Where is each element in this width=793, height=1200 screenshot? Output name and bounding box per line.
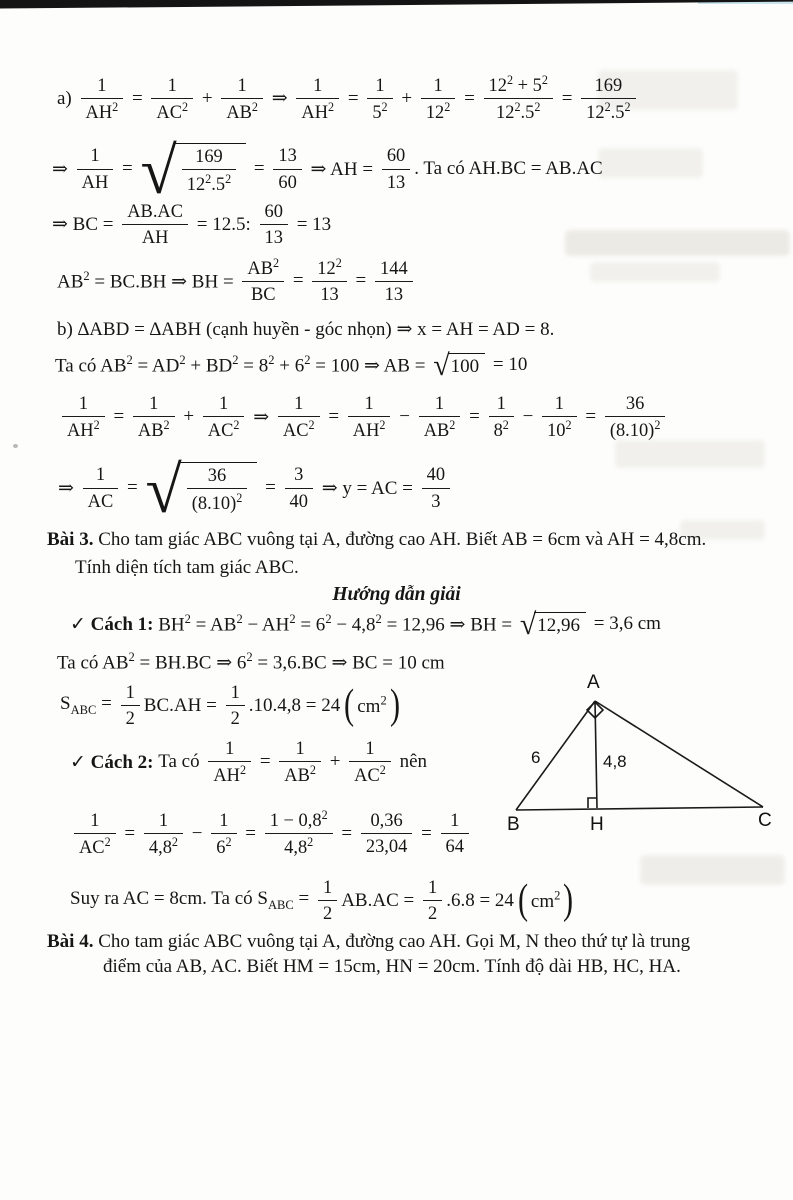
fraction: $\frac{1}{4,8^2}$ bbox=[144, 810, 183, 859]
square-root: √ 100 bbox=[433, 350, 485, 380]
line-a2: ⇒ $\frac{1}{AH}$ = √ $\frac{169}{12^2.5^2}$ = $\frac{13}{60}$ ⇒ AH = $\frac{60}{13}$ . Ta có AH.BC = AB.AC bbox=[52, 135, 603, 208]
square-root bbox=[140, 135, 247, 208]
altitude-length-label: 4,8 bbox=[603, 752, 627, 771]
radical-sign: √ bbox=[519, 608, 537, 641]
fraction: $\frac{1}{AH^2}$ bbox=[208, 738, 251, 787]
fraction: $\frac{1}{2}$ bbox=[318, 877, 337, 924]
fraction: $\frac{1}{6^2}$ bbox=[211, 810, 236, 859]
square-root bbox=[145, 454, 257, 527]
fraction: $\frac{1}{64}$ bbox=[441, 810, 469, 857]
fraction: $\frac{0,36}{23,04}$ bbox=[361, 810, 412, 857]
fraction: $\frac{169}{12^2.5^2}$ bbox=[581, 75, 635, 124]
fraction: $\frac{1}{AB^2}$ bbox=[221, 75, 263, 124]
line-c2c: Suy ra AC = 8cm. Ta có $S_{ABC}$ = $\frac{1}{2}$ AB.AC = $\frac{1}{2}$ .6.8 = 24 ( $cm^2$ ) bbox=[70, 876, 574, 924]
fraction: $\frac{1}{AC^2}$ bbox=[151, 75, 193, 124]
line-bai3b: Tính diện tích tam giác ABC. bbox=[75, 557, 299, 578]
line-a4: $AB^2 = BC.BH$ ⇒ BH = $\frac{AB^2}{BC}$ = $\frac{12^2}{13}$ = $\frac{144}{13}$ bbox=[57, 257, 417, 306]
line-b1: b) ∆ABD = ∆ABH (cạnh huyền - góc nhọn) ⇒ x = AH = AD = 8. bbox=[57, 319, 555, 340]
line-c1b: Ta có $AB^2 = BH.BC$ ⇒ $6^2 = 3,6.BC$ ⇒ BC = 10 cm bbox=[57, 650, 445, 674]
fraction: $\frac{12^2 + 5^2}{12^2.5^2}$ bbox=[484, 74, 553, 124]
line-bai4: Bài 4. Cho tam giác ABC vuông tại A, đường cao AH. Gọi M, N theo thứ tự là trung bbox=[47, 931, 691, 952]
line-b2: Ta có $AB^2 = AD^2 + BD^2 = 8^2 + 6^2 = 100$ ⇒ AB = √ 100 = 10 bbox=[55, 349, 528, 382]
line-bai4b: điểm của AB, AC. Biết HM = 15cm, HN = 20cm. Tính độ dài HB, HC, HA. bbox=[103, 956, 681, 976]
fraction: $\frac{3}{40}$ bbox=[285, 464, 313, 511]
fraction: $\frac{1}{AB^2}$ bbox=[279, 738, 321, 787]
line-c1a: ✓ Cách 1: $BH^2 = AB^2 - AH^2 = 6^2 - 4,8^2 = 12,96$ ⇒ BH = √ 12,96 = 3,6 cm bbox=[70, 608, 661, 641]
fraction: $\frac{AB.AC}{AH}$ bbox=[122, 201, 188, 248]
radical-sign: √ bbox=[145, 454, 182, 527]
vertex-label-c: C bbox=[758, 810, 772, 831]
fraction: $\frac{1}{AC}$ bbox=[83, 464, 119, 511]
fraction: $\frac{60}{13}$ bbox=[260, 201, 288, 248]
fraction: $\frac{1}{2}$ bbox=[226, 682, 245, 729]
foot-label-h: H bbox=[590, 814, 604, 835]
line-heading: Hướng dẫn giải bbox=[332, 584, 461, 605]
line-a1: a) $\frac{1}{AH^2}$ = $\frac{1}{AC^2}$ + $\frac{1}{AB^2}$ ⇒ $\frac{1}{AH^2}$ = $\frac{1}{5^2}$ + $\frac{1}{12^2}$ = $\frac{12^2 + 5^2}{12^2.5^2}$ = $\frac{169}{12^2.5^2}$ bbox=[57, 74, 640, 124]
fraction: $\frac{12^2}{13}$ bbox=[312, 257, 347, 306]
line-b4: ⇒ $\frac{1}{AC}$ = √ $\frac{36}{(8.10)^2}$ = $\frac{3}{40}$ ⇒ y = AC = $\frac{40}{3}$ bbox=[58, 455, 454, 521]
radical-sign: √ bbox=[433, 349, 450, 382]
line-c1c: $S_{ABC}$ = $\frac{1}{2}$ BC.AH = $\frac{1}{2}$ .10.4,8 = 24 ( $cm^2$ ) bbox=[60, 681, 400, 729]
fraction: $\frac{1}{AH^2}$ bbox=[348, 393, 391, 442]
fraction: $\frac{1}{AB^2}$ bbox=[419, 393, 461, 442]
side-length-label: 6 bbox=[531, 748, 541, 767]
fraction: $\frac{1}{2}$ bbox=[423, 877, 442, 924]
fraction: $\frac{1}{AC^2}$ bbox=[278, 393, 320, 442]
fraction: $\frac{1}{AH}$ bbox=[77, 145, 114, 192]
fraction: $\frac{1}{8^2}$ bbox=[489, 393, 514, 442]
fraction: $\frac{1}{AH^2}$ bbox=[62, 393, 105, 442]
fraction: $\frac{1}{10^2}$ bbox=[542, 393, 577, 442]
fraction: $\frac{1}{AC^2}$ bbox=[74, 810, 116, 859]
line-bai3: Bài 3. Cho tam giác ABC vuông tại A, đường cao AH. Biết AB = 6cm và AH = 4,8cm. bbox=[47, 529, 707, 550]
fraction: $\frac{1}{AC^2}$ bbox=[203, 393, 245, 442]
fraction: $\frac{1}{AC^2}$ bbox=[349, 738, 391, 787]
line-b3: $\frac{1}{AH^2}$ = $\frac{1}{AB^2}$ + $\frac{1}{AC^2}$ ⇒ $\frac{1}{AC^2}$ = $\frac{1}{AH^2}$ − $\frac{1}{AB^2}$ = $\frac{1}{8^2}$ − $\frac{1}{10^2}$ = $\frac{36}{(8.10)^2}$ bbox=[58, 393, 669, 442]
fraction: $\frac{1}{AH^2}$ bbox=[81, 75, 124, 124]
fraction: $\frac{1}{2}$ bbox=[121, 682, 140, 729]
fraction: $\frac{1}{AB^2}$ bbox=[133, 393, 175, 442]
fraction: $\frac{13}{60}$ bbox=[273, 145, 301, 192]
line-c2a: ✓ Cách 2: Ta có $\frac{1}{AH^2}$ = $\frac{1}{AB^2}$ + $\frac{1}{AC^2}$ nên bbox=[70, 738, 428, 786]
line-a3: ⇒ BC = $\frac{AB.AC}{AH}$ = 12.5: $\frac{60}{13}$ = 13 bbox=[52, 201, 332, 248]
fraction: $\frac{60}{13}$ bbox=[382, 145, 410, 192]
vertex-label-b: B bbox=[507, 814, 520, 835]
fraction: $\frac{AB^2}{BC}$ bbox=[242, 257, 284, 306]
fraction: $\frac{36}{(8.10)^2}$ bbox=[187, 465, 248, 514]
paren-group: ( $cm^2$ ) bbox=[517, 876, 574, 923]
paren-group: ( $cm^2$ ) bbox=[344, 681, 400, 728]
triangle-figure bbox=[497, 666, 782, 841]
fraction: $\frac{36}{(8.10)^2}$ bbox=[605, 393, 666, 442]
fraction: $\frac{1}{5^2}$ bbox=[367, 75, 392, 124]
fraction: $\frac{1}{12^2}$ bbox=[421, 75, 456, 124]
fraction: $\frac{169}{12^2.5^2}$ bbox=[182, 146, 236, 195]
fraction: $\frac{144}{13}$ bbox=[375, 258, 413, 305]
vertex-label-a: A bbox=[587, 672, 600, 693]
fraction: $\frac{40}{3}$ bbox=[422, 464, 450, 511]
square-root: √ 12,96 bbox=[520, 609, 586, 639]
fraction: $\frac{1}{AH^2}$ bbox=[296, 75, 339, 124]
right-angle-mark-h bbox=[588, 798, 597, 808]
fraction: $\frac{1 - 0,8^2}{4,8^2}$ bbox=[265, 809, 333, 859]
line-c2b: $\frac{1}{AC^2}$ = $\frac{1}{4,8^2}$ − $\frac{1}{6^2}$ = $\frac{1 - 0,8^2}{4,8^2}$ = $\frac{0,36}{23,04}$ = $\frac{1}{64}$ bbox=[70, 809, 473, 859]
radical-sign: √ bbox=[140, 135, 177, 208]
